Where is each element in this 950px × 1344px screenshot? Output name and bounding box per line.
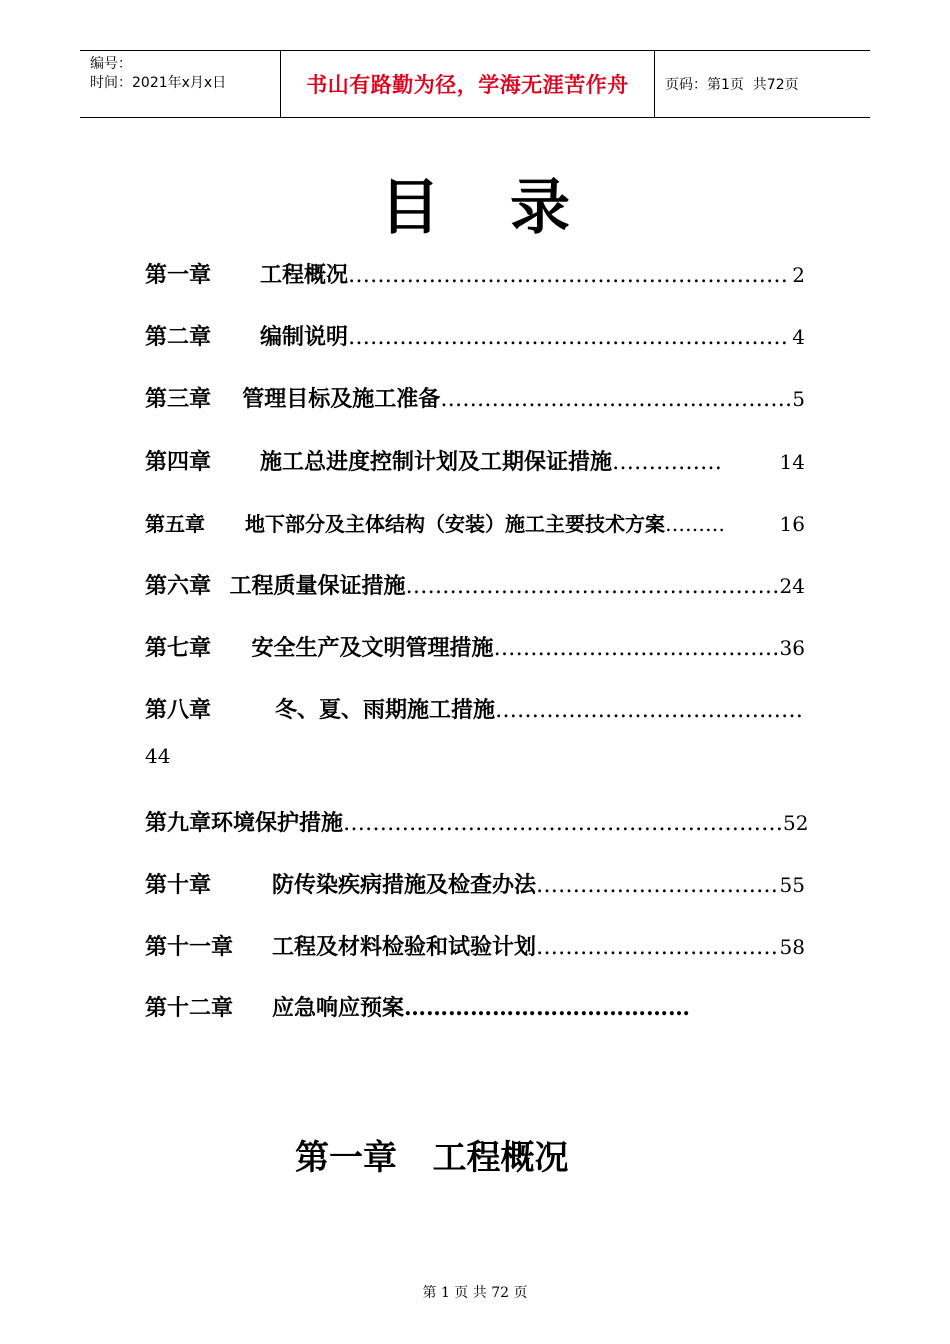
toc-chapter: 第七章 xyxy=(145,635,212,661)
toc-entry xyxy=(145,258,805,289)
toc-chapter: 第四章 xyxy=(145,449,212,475)
toc-entry xyxy=(145,445,805,476)
toc-chapter: 第十一章 xyxy=(145,934,234,960)
toc-chapter: 第三章 xyxy=(145,386,212,412)
header-meta xyxy=(80,51,281,117)
toc-entry xyxy=(145,991,790,1022)
toc-page-number-wrapped: 44 xyxy=(145,744,171,768)
toc-entry xyxy=(145,806,809,837)
toc-entry-title: 管理目标及施工准备 xyxy=(242,386,441,412)
toc-dots: …………………………… xyxy=(536,873,779,898)
toc-page-number: 5 xyxy=(792,387,805,411)
toc-page-number: 36 xyxy=(779,636,805,660)
toc-entry xyxy=(145,320,805,351)
toc-dots: ………………………………… xyxy=(404,995,691,1021)
toc-entry xyxy=(145,693,805,724)
toc-dots: ………………………………………… xyxy=(440,387,793,412)
page-info-text: 页码：第1页 共72页 xyxy=(665,77,799,93)
toc-entry xyxy=(145,631,805,662)
document-number-label: 编号： xyxy=(90,56,132,72)
toc-dots: …………………………………………… xyxy=(405,574,780,599)
toc-entry-title: 地下部分及主体结构（安装）施工主要技术方案 xyxy=(245,512,665,536)
toc-chapter: 第十章 xyxy=(145,872,212,898)
toc-entry-title: 工程质量保证措施 xyxy=(229,573,406,599)
toc-entry xyxy=(145,382,805,413)
toc-page-number: 4 xyxy=(792,325,805,349)
toc-entry xyxy=(145,569,805,600)
page-header xyxy=(80,50,870,118)
toc-entry-title: 编制说明 xyxy=(260,324,349,350)
toc-page-number: 55 xyxy=(779,873,805,897)
toc-dots: …………… xyxy=(612,450,723,475)
toc-dots: …………………………………………………… xyxy=(343,811,784,836)
toc-chapter: 第八章 xyxy=(145,697,212,723)
toc-dots: …………………………………………………… xyxy=(348,263,789,288)
toc-title: 目录 xyxy=(380,173,640,243)
toc-entry-title: 工程及材料检验和试验计划 xyxy=(272,934,537,960)
toc-page-number: 14 xyxy=(779,450,805,474)
toc-entry xyxy=(145,868,805,899)
section-heading: 第一章 工程概况 xyxy=(295,1138,569,1178)
toc-chapter: 第六章 xyxy=(145,573,212,599)
toc-chapter: 第九章 xyxy=(145,810,212,836)
toc-dots: …………………………………… xyxy=(495,698,804,723)
toc-entry-title: 施工总进度控制计划及工期保证措施 xyxy=(260,449,613,475)
toc-chapter: 第二章 xyxy=(145,324,212,350)
toc-chapter: 第十二章 xyxy=(145,995,234,1021)
toc-chapter: 第一章 xyxy=(145,262,212,288)
toc-page-number: 2 xyxy=(792,263,805,287)
toc-dots: ………………………………… xyxy=(493,636,780,661)
toc-entry xyxy=(145,508,805,537)
toc-entry-title: 安全生产及文明管理措施 xyxy=(251,635,494,661)
toc-page-number: 16 xyxy=(779,512,805,536)
document-time: 时间：2021年x月x日 xyxy=(90,75,227,91)
toc-dots: …………………………………………………… xyxy=(348,325,789,350)
toc-dots: …………………………… xyxy=(536,935,779,960)
toc-entry-title: 应急响应预案 xyxy=(272,995,405,1021)
toc-entry-title: 工程概况 xyxy=(260,262,349,288)
toc-chapter: 第五章 xyxy=(145,512,205,536)
toc-entry-title: 环境保护措施 xyxy=(211,810,344,836)
toc-page-number: 24 xyxy=(779,574,805,598)
toc-page-number: 58 xyxy=(779,935,805,959)
header-page-info xyxy=(655,51,870,117)
toc-entry-title: 防传染疾病措施及检查办法 xyxy=(272,872,537,898)
page-footer: 第 1 页 共 72 页 xyxy=(422,1285,528,1301)
toc-page-number: 52 xyxy=(783,811,809,835)
toc-dots: ……… xyxy=(665,512,725,536)
toc-entry xyxy=(145,930,805,961)
toc-entry-title: 冬、夏、雨期施工措施 xyxy=(275,697,496,723)
header-motto: 书山有路勤为径，学海无涯苦作舟 xyxy=(281,51,655,117)
